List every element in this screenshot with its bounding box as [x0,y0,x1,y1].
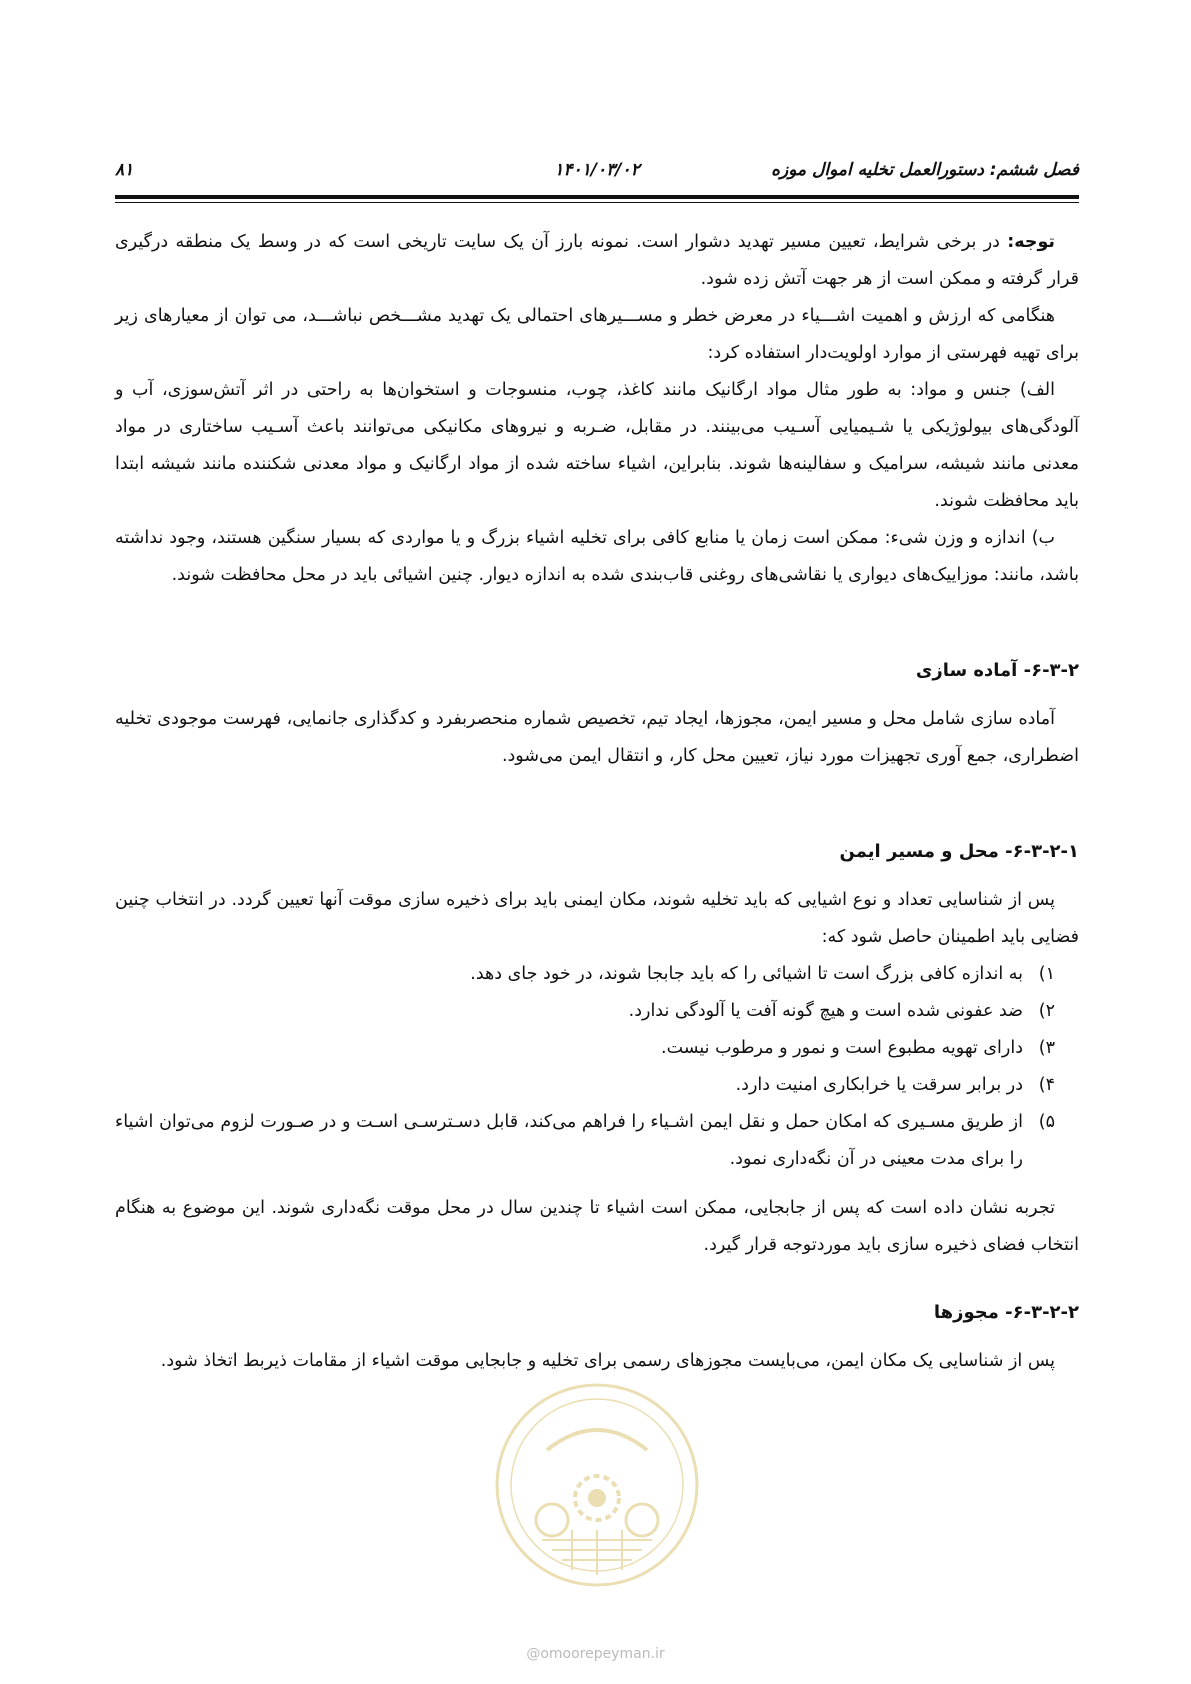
list-item [115,1030,1055,1067]
list-item [115,1104,1055,1178]
body-text [115,224,1079,1380]
list-item [115,993,1055,1030]
list-item-text: به اندازه کافی بزرگ است تا اشیائی را که باید جابجا شوند، در خود جای دهد. [470,964,1023,984]
list-item-text: ضد عفونی شده است و هیچ گونه آفت یا آلودگی ندارد. [628,1001,1023,1021]
spacer [115,1264,1079,1294]
header-rule [115,195,1079,199]
criteria-paragraph: هنگامی که ارزش و اهمیت اشـــیاء در معرض خطر و مســـیرهای احتمالی یک تهدید مشـــخص نباشـــد، می توان از معیارهای زیر برای تهیه فهرستی از موارد اولویت‌دار استفاده کرد: [115,306,1079,363]
page-number: ۸۱ [115,160,134,180]
list-item [115,956,1055,993]
chapter-title: فصل ششم: دستورالعمل تخلیه اموال موزه [771,160,1079,180]
note-paragraph [115,224,1079,298]
section-heading-preparation: ۶-۳-۲- آماده سازی [915,660,1079,681]
page-header [115,160,1079,190]
spacer [115,1178,1079,1190]
criterion-size-weight: ب) اندازه و وزن شیء: ممکن است زمان یا منابع کافی برای تخلیه اشیاء بزرگ و یا مواردی که بسیار سنگین هستند، وجود نداشته باشد، مانند: موزاییک‌های دیواری یا نقاشی‌های روغنی قاب‌بندی شده به اندازه دیوار. چنین اشیائی باید در محل محافظت شوند. [115,528,1079,585]
experience-paragraph: تجربه نشان داده است که پس از جابجایی، ممکن است اشیاء تا چندین سال در محل موقت نگه‌داری شوند. این موضوع به هنگام انتخاب فضای ذخیره سازی باید موردتوجه قرار گیرد. [115,1198,1079,1255]
criterion-material: الف) جنس و مواد: به طور مثال مواد ارگانیک مانند کاغذ، چوب، منسوجات و استخوان‌ها به راحتی در اثر آتش‌سوزی، آب و آلودگی‌های بیولوژیکی یا شـیمیایی آسـیب می‌بینند. در مقابل، ضـربه و نیروهای مکانیکی می‌توانند باعث آسـیب ساختاری در مواد معدنی مانند شیشه، سرامیک و سفالینه‌ها شوند. بنابراین، اشیاء ساخته شده از مواد ارگانیک و مواد معدنی شکننده مانند شیشه ابتدا باید محافظت شوند. [115,380,1079,511]
watermark-url: @omoorepeyman.ir [526,1646,665,1662]
permits-paragraph: پس از شناسایی یک مکان ایمن، می‌بایست مجوزهای رسمی برای تخلیه و جابجایی موقت اشیاء از مقامات ذیربط اتخاذ شود. [160,1351,1055,1371]
list-item [115,1067,1055,1104]
list-item-number: ۲) [1038,1001,1055,1021]
list-item-text: در برابر سرقت یا خرابکاری امنیت دارد. [735,1075,1023,1095]
list-item-number: ۳) [1038,1038,1055,1058]
header-date: ۱۴۰۱/۰۳/۰۲ [554,160,640,180]
safe-location-paragraph: پس از شناسایی تعداد و نوع اشیایی که باید تخلیه شوند، مکان ایمنی باید برای ذخیره سازی موقت آنها تعیین گردد. در انتخاب چنین فضایی باید اطمینان حاصل شود که: [115,890,1079,947]
spacer [115,870,1079,882]
list-item-text: از طریق مسـیری که امکان حمل و نقل ایمن اشـیاء را فراهم می‌کند، قابل دسـترسـی اسـت و در صـورت لزوم می‌توان اشیاء را برای مدت معینی در آن نگه‌داری نمود. [115,1112,1023,1169]
watermark-logo [492,1380,702,1590]
list-item-text: دارای تهویه مطبوع است و نمور و مرطوب نیست. [661,1038,1023,1058]
list-item-number: ۵) [1038,1112,1055,1132]
header-rule-thin [115,202,1079,203]
spacer [115,689,1079,701]
spacer [115,1331,1079,1343]
requirements-list [115,956,1079,1178]
section-heading-permits: ۶-۳-۲-۲- مجوزها [933,1302,1079,1323]
list-item-number: ۴) [1038,1075,1055,1095]
note-label: توجه: [1007,232,1055,252]
spacer [115,775,1079,833]
note-text: در برخی شرایط، تعیین مسیر تهدید دشوار است. نمونه بارز آن یک سایت تاریخی است که در وسط یک منطقه درگیری قرار گرفته و ممکن است از هر جهت آتش زده شود. [115,232,1079,289]
list-item-number: ۱) [1038,964,1055,984]
section-heading-safe-location: ۶-۳-۲-۱- محل و مسیر ایمن [839,841,1079,862]
spacer [115,594,1079,652]
preparation-paragraph: آماده سازی شامل محل و مسیر ایمن، مجوزها، ایجاد تیم، تخصیص شماره منحصربفرد و کدگذاری جانمایی، فهرست موجودی تخلیه اضطراری، جمع آوری تجهیزات مورد نیاز، تعیین محل کار، و انتقال ایمن می‌شود. [115,709,1079,766]
